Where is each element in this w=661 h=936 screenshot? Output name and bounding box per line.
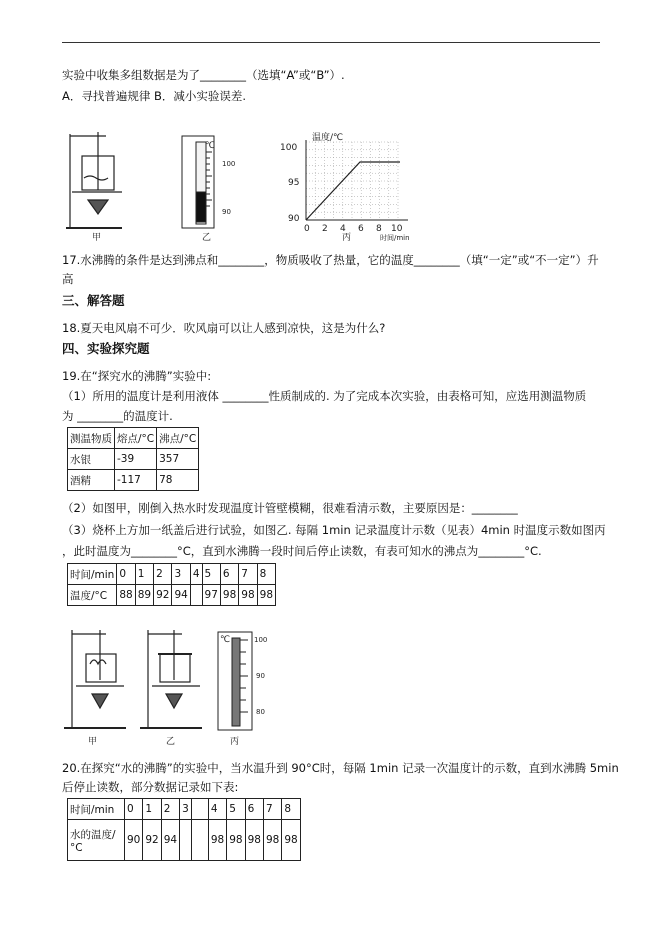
q18-text: 18.夏天电风扇不可少．吹风扇可以让人感到凉快，这是为什么? bbox=[62, 321, 386, 335]
graph-ylabel: 温度/℃ bbox=[312, 133, 344, 143]
q20-line2: 后停止读数，部分数据记录如下表: bbox=[62, 780, 239, 794]
table-cell: 92 bbox=[154, 585, 172, 606]
table-cell: 5 bbox=[227, 799, 245, 820]
table-cell: 4 bbox=[208, 799, 226, 820]
table-cell: 98 bbox=[263, 820, 281, 861]
caption-bing: 丙 bbox=[342, 233, 352, 243]
table-cell: -117 bbox=[115, 470, 157, 491]
section-heading-4: 四、实验探究题 bbox=[62, 341, 150, 356]
q17-line1: 17.水沸腾的条件是达到沸点和________，物质吸收了热量，它的温度________（填“一定”或“不一定”）升 bbox=[62, 253, 599, 267]
q19-part3b: ，此时温度为________°C，直到水沸腾一段时间后停止读数，有表可知水的沸点为________°C. bbox=[62, 544, 542, 558]
table-cell: 8 bbox=[257, 564, 275, 585]
thermo-label-bottom: 90 bbox=[222, 208, 231, 216]
table-cell: 8 bbox=[282, 799, 300, 820]
table-row bbox=[68, 585, 276, 606]
q19-part1b: 为 ________的温度计. bbox=[62, 409, 173, 423]
q19-intro: 19.在“探究水的沸腾”实验中: bbox=[62, 369, 212, 383]
substance-table bbox=[67, 427, 199, 491]
table-cell: 酒精 bbox=[68, 470, 115, 491]
table-cell bbox=[190, 585, 202, 606]
q19-part1a: （1）所用的温度计是利用液体 ________性质制成的. 为了完成本次实验，由表格可知，应选用测温物质 bbox=[62, 389, 587, 403]
graph-bing bbox=[306, 140, 408, 220]
table-cell bbox=[180, 820, 192, 861]
thermo-unit-19: ℃ bbox=[220, 635, 231, 645]
table-cell: 3 bbox=[180, 799, 192, 820]
thermo-tick-90: 90 bbox=[256, 672, 265, 680]
table-header-row bbox=[68, 428, 199, 449]
water-temp-table bbox=[67, 798, 301, 861]
graph-xtick-6: 6 bbox=[358, 224, 364, 234]
table-cell: 89 bbox=[135, 585, 153, 606]
table-row bbox=[68, 470, 199, 491]
apparatus-yi-19 bbox=[140, 630, 202, 728]
table-cell: 5 bbox=[202, 564, 220, 585]
table-cell: 98 bbox=[220, 585, 238, 606]
table-cell: 98 bbox=[239, 585, 257, 606]
table-cell: 92 bbox=[143, 820, 161, 861]
table-cell: 1 bbox=[143, 799, 161, 820]
table-row bbox=[68, 799, 301, 820]
table-cell bbox=[191, 820, 208, 861]
graph-xtick-2: 2 bbox=[322, 224, 328, 234]
table-cell: 4 bbox=[190, 564, 202, 585]
table-cell: 3 bbox=[172, 564, 190, 585]
table-label-cell: 温度/°C bbox=[68, 585, 117, 606]
caption-yi: 乙 bbox=[202, 233, 212, 243]
table-cell: 6 bbox=[245, 799, 263, 820]
graph-ytick-90: 90 bbox=[288, 214, 300, 224]
q17-line2: 高 bbox=[62, 272, 74, 286]
table-cell: 0 bbox=[117, 564, 135, 585]
table-cell: 78 bbox=[157, 470, 199, 491]
q19-part3a: （3）烧杯上方加一纸盖后进行试验，如图乙. 每隔 1min 记录温度计示数（见表）4min 时温度示数如图丙 bbox=[62, 523, 606, 537]
table-label-cell: 时间/min bbox=[68, 799, 125, 820]
table-cell: -39 bbox=[115, 449, 157, 470]
apparatus-jia bbox=[66, 132, 122, 228]
graph-ytick-100: 100 bbox=[280, 143, 298, 153]
graph-xlabel: 时间/min bbox=[380, 234, 410, 242]
figure-16 bbox=[62, 128, 422, 246]
table-cell: 98 bbox=[227, 820, 245, 861]
table-cell: 1 bbox=[135, 564, 153, 585]
table-cell: 2 bbox=[154, 564, 172, 585]
table-cell: 98 bbox=[208, 820, 226, 861]
caption-jia-19: 甲 bbox=[88, 737, 98, 747]
graph-xtick-10: 10 bbox=[391, 224, 403, 234]
section-heading-3: 三、解答题 bbox=[62, 293, 125, 308]
table-cell: 98 bbox=[257, 585, 275, 606]
table-header-cell: 测温物质 bbox=[68, 428, 115, 449]
q16-options: A．寻找普遍规律 B．减小实验误差. bbox=[62, 89, 247, 103]
table-cell: 97 bbox=[202, 585, 220, 606]
table-cell: 90 bbox=[125, 820, 143, 861]
table-row bbox=[68, 449, 199, 470]
thermo-unit: ℃ bbox=[205, 141, 216, 151]
table-row bbox=[68, 820, 301, 861]
caption-yi-19: 乙 bbox=[166, 737, 176, 747]
table-cell: 98 bbox=[282, 820, 300, 861]
thermo-label-top: 100 bbox=[222, 160, 236, 168]
figure-19 bbox=[62, 624, 292, 748]
table-cell: 94 bbox=[172, 585, 190, 606]
thermo-tick-80: 80 bbox=[256, 708, 265, 716]
table-cell: 0 bbox=[125, 799, 143, 820]
graph-xtick-0: 0 bbox=[304, 224, 310, 234]
table-cell: 7 bbox=[263, 799, 281, 820]
graph-ytick-95: 95 bbox=[288, 178, 300, 188]
header-rule bbox=[62, 42, 600, 43]
table-cell: 94 bbox=[161, 820, 179, 861]
q20-line1: 20.在探究“水的沸腾”的实验中，当水温升到 90°C时，每隔 1min 记录一次温度计的示数，直到水沸腾 5min bbox=[62, 761, 619, 775]
table-row bbox=[68, 564, 276, 585]
table-header-cell: 沸点/°C bbox=[157, 428, 199, 449]
table-cell: 88 bbox=[117, 585, 135, 606]
time-temp-table bbox=[67, 563, 276, 606]
caption-jia: 甲 bbox=[92, 233, 102, 243]
table-label-cell: 时间/min bbox=[68, 564, 117, 585]
thermo-tick-100: 100 bbox=[254, 636, 268, 644]
q16-line1: 实验中收集多组数据是为了________（选填“A”或“B”）. bbox=[62, 68, 345, 82]
thermometer-bing-19 bbox=[218, 632, 252, 730]
table-label-cell: 水的温度/°C bbox=[68, 820, 125, 861]
table-cell bbox=[191, 799, 208, 820]
apparatus-jia-19 bbox=[64, 630, 126, 728]
table-cell: 7 bbox=[239, 564, 257, 585]
table-header-cell: 熔点/°C bbox=[115, 428, 157, 449]
caption-bing-19: 丙 bbox=[230, 737, 240, 747]
graph-xtick-4: 4 bbox=[340, 224, 346, 234]
graph-xtick-8: 8 bbox=[376, 224, 382, 234]
table-cell: 357 bbox=[157, 449, 199, 470]
table-cell: 水银 bbox=[68, 449, 115, 470]
table-cell: 98 bbox=[245, 820, 263, 861]
q19-part2: （2）如图甲，刚倒入热水时发现温度计管壁模糊，很难看清示数，主要原因是：________ bbox=[62, 501, 518, 515]
table-cell: 6 bbox=[220, 564, 238, 585]
table-cell: 2 bbox=[161, 799, 179, 820]
